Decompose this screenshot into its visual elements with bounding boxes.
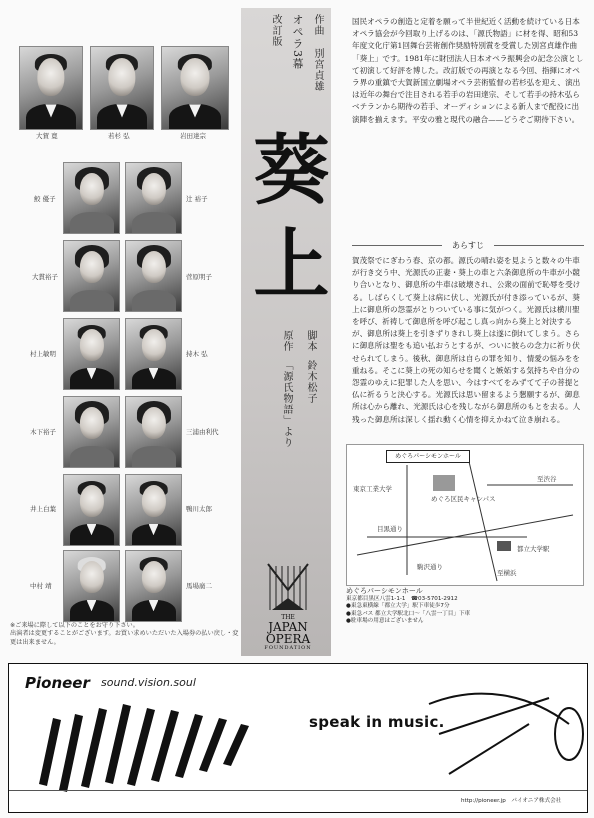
cast-name: 村上敏明	[30, 350, 56, 358]
cast-name: 木下裕子	[30, 428, 56, 436]
venue-name: めぐろパーシモンホール	[346, 587, 423, 595]
ad-slogan: speak in music.	[309, 713, 445, 731]
libretto-role: 脚本	[305, 330, 316, 352]
venue-label-box: めぐろパーシモンホール	[386, 450, 470, 463]
portrait-photo	[125, 550, 182, 622]
ad-footer: http://pioneer.jp パイオニア株式会社	[461, 798, 562, 804]
edition: 改訂版	[270, 14, 281, 47]
portrait-photo	[125, 318, 182, 390]
portrait-photo	[125, 162, 182, 234]
access-line: ●駐車場の用意はございません	[346, 618, 424, 625]
map-label: 都立大学駅	[517, 545, 550, 553]
synopsis-heading-text: あらすじ	[442, 240, 494, 251]
logo-line: OPERA	[265, 632, 311, 646]
venue-map	[346, 444, 584, 586]
composer-name: 別宮貞雄	[312, 48, 323, 92]
cast-name: 中村 靖	[30, 582, 52, 590]
logo-wordmark	[252, 614, 324, 651]
synopsis-heading	[352, 240, 584, 251]
map-label: 駒沢通り	[417, 563, 443, 571]
portrait-photo	[125, 240, 182, 312]
portrait-photo	[63, 318, 120, 390]
map-label: 東京工業大学	[353, 485, 392, 493]
notice-line: ※ご来場に際して以下のことをお守り下さい。	[10, 622, 139, 629]
intro-paragraph: 国民オペラの創造と定着を願って半世紀近く活動を続けている日本オペラ協会が今回取り上げるのは、「源氏物語」に材を得、昭和53年度文化庁第1回舞台芸術創作奨励特別賞を受賞した別宮貞雄作曲「葵上」です。1981年に財団法人日本オペラ振興会の記念公演として初演して好評を博した。改訂版での再演となる今回、指揮にオペラ界の重鎮で大賀新国立劇場オペラ芸術監督の若杉弘を迎え、演出は近年の舞台で注目される若手の岩田達宗、そして若手の持木弘らベテランから期待の若手、オーディションによる新人まで配役に出演陣を揃えます。平安の雅と現代の融合——どうぞご期待下さい。	[352, 17, 584, 124]
cast-name: 持木 弘	[186, 350, 208, 358]
portrait-photo	[63, 396, 120, 468]
logo-line: JAPAN	[268, 620, 308, 634]
portrait-photo	[125, 474, 182, 546]
cast-name: 井上白葉	[30, 505, 56, 513]
portrait-photo	[125, 396, 182, 468]
access-line: ●東急バス 都立大学駅北口〜「八雲一丁目」下車	[346, 610, 471, 617]
ad-brand: Pioneer	[25, 674, 90, 692]
cast-name: 菅原明子	[186, 273, 212, 281]
notice-line: 出演者は変更することがございます。お買い求めいただいた入場券の払い戻し・変更は出来ません。	[10, 630, 239, 646]
notice	[10, 622, 242, 647]
pioneer-ad	[8, 663, 588, 813]
map-roads-icon	[347, 445, 583, 585]
portrait-photo	[161, 46, 229, 130]
venue-info	[346, 588, 586, 626]
map-label: めぐろ区民キャンパス	[431, 495, 496, 503]
portrait-photo	[63, 550, 120, 622]
cast-name: 三浦由利代	[186, 428, 219, 436]
genre: オペラ3幕	[291, 14, 304, 70]
access-line: ●東急東横線「都立大学」駅下車徒歩7分	[346, 603, 450, 610]
source-role: 原作	[281, 330, 292, 352]
source-work: 「源氏物語」より	[281, 360, 292, 448]
portrait-photo	[63, 240, 120, 312]
map-label: 至渋谷	[537, 475, 557, 483]
venue-address: 東京都目黒区八雲1-1-1 ☎03-5701-2912	[346, 595, 458, 602]
map-label: 至横浜	[497, 569, 517, 577]
cast-name: 大賀 寛	[36, 132, 58, 140]
logo-line: FOUNDATION	[264, 645, 312, 651]
portrait-photo	[63, 162, 120, 234]
cast-name: 若杉 弘	[108, 132, 130, 140]
cast-name: 鮫 優子	[34, 195, 56, 203]
map-label: 目黒通り	[377, 525, 403, 533]
composer-role: 作曲	[312, 14, 323, 36]
cast-name: 大貫裕子	[32, 273, 58, 281]
portrait-photo	[19, 46, 83, 130]
cast-name: 辻 裕子	[186, 195, 208, 203]
portrait-photo	[90, 46, 154, 130]
portrait-photo	[63, 474, 120, 546]
synopsis-paragraph: 賀茂祭でにぎわう春、京の都。源氏の晴れ姿を見ようと数々の牛車が行き交う中、光源氏の正妻・葵上の車と六条御息所の牛車が小競り合いとなり、御息所の牛車は破壊され、公衆の面前で恥辱を受ける。しばらくして葵上は病に伏し、光源氏が付き添っているが、葵上に御息所の怨霊がとりついている事に気がつく。光源氏は横川聖を呼び、祈祷して御息所を呼び起こし真っ向から葵上と対決するが、御息所は葵上を引きずりきれし葵上は遂に倒れてしまう。さらに御息所は聖をも追い払おうとするが、ついに彼らの念力に祈り伏せられてしまう。後秋、御息所は自らの罪を知り、情愛の悩みをを重ねる。そこに葵上の死の知らせを聞くと嫉妬する気持ちや自分の怨霊のゆえに犯罪した人を思い、今はすべてをみずてて子の菩提と仏に祈るうと決心する。光源氏は思い留まるよう懇願するが、御息所は心から離れ、光源氏は心を残しながら御息所のもとを去る。人残った御息所は深しく揺れ動く心情を抑えかねて泣き崩れる。	[352, 256, 581, 424]
logo-line: THE	[281, 614, 295, 621]
cast-name: 馬場廣二	[186, 582, 212, 590]
cast-name: 岩田達宗	[180, 132, 206, 140]
ad-tagline: sound.vision.soul	[101, 676, 196, 689]
librettist: 鈴木松子	[305, 360, 316, 404]
opera-title: 葵上	[241, 130, 330, 318]
cast-name: 鴨川太郎	[186, 505, 212, 513]
divider	[9, 790, 587, 791]
